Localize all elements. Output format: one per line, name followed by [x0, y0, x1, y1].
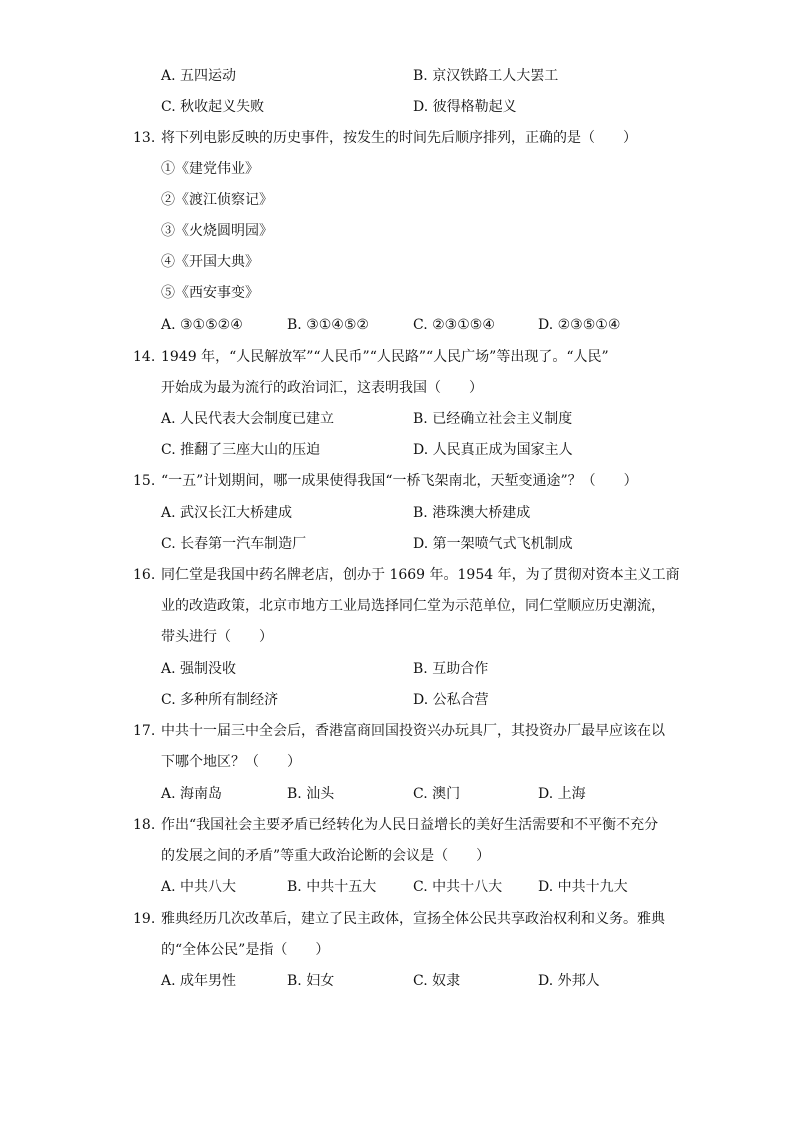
q13-option-c: C. ②③①⑤④ — [413, 317, 495, 333]
q14-number: 14. — [133, 349, 156, 365]
q12-option-c: C. 秋收起义失败 — [161, 99, 265, 115]
q13-option-b: B. ③①④⑤② — [287, 317, 369, 333]
q14-option-d: D. 人民真正成为国家主人 — [413, 442, 573, 458]
q18-stem-line-1: 作出“我国社会主要矛盾已经转化为人民日益增长的美好生活需要和不平衡不充分 — [161, 817, 659, 833]
q15-option-b: B. 港珠澳大桥建成 — [413, 505, 531, 521]
q15-option-a: A. 武汉长江大桥建成 — [161, 505, 293, 521]
q14-option-a: A. 人民代表大会制度已建立 — [161, 411, 335, 427]
q14-stem-line-2: 开始成为最为流行的政治词汇，这表明我国（ ） — [161, 380, 483, 396]
q15-number: 15. — [133, 473, 156, 489]
q16-stem-line-3: 带头进行（ ） — [161, 629, 273, 645]
q19-stem-line-2: 的“全体公民”是指（ ） — [161, 942, 330, 958]
q19-option-b: B. 妇女 — [287, 973, 335, 989]
q18-option-a: A. 中共八大 — [161, 879, 237, 895]
q14-option-c: C. 推翻了三座大山的压迫 — [161, 442, 321, 458]
q13-number: 13. — [133, 130, 156, 146]
q14-option-b: B. 已经确立社会主义制度 — [413, 411, 573, 427]
q13-stem: 将下列电影反映的历史事件，按发生的时间先后顺序排列，正确的是（ ） — [161, 130, 637, 146]
q18-stem-line-2: 的发展之间的矛盾”等重大政治论断的会议是（ ） — [161, 848, 491, 864]
q19-option-a: A. 成年男性 — [161, 973, 237, 989]
q13-item-1: ①《建党伟业》 — [161, 161, 259, 177]
q13-option-a: A. ③①⑤②④ — [161, 317, 243, 333]
q16-stem-line-1: 同仁堂是我国中药名牌老店，创办于 1669 年。1954 年，为了贯彻对资本主义工商 — [161, 567, 680, 583]
q13-item-2: ②《渡江侦察记》 — [161, 192, 273, 208]
q17-option-b: B. 汕头 — [287, 786, 335, 802]
q18-option-d: D. 中共十九大 — [538, 879, 628, 895]
q18-option-c: C. 中共十八大 — [413, 879, 503, 895]
q14-stem-line-1: 1949 年，“人民解放军”“人民币”“人民路”“人民广场”等出现了。“人民” — [161, 349, 609, 365]
q16-option-b: B. 互助合作 — [413, 661, 489, 677]
q13-item-4: ④《开国大典》 — [161, 254, 259, 270]
q17-number: 17. — [133, 723, 156, 739]
q13-item-3: ③《火烧圆明园》 — [161, 223, 273, 239]
q17-option-c: C. 澳门 — [413, 786, 461, 802]
q17-stem-line-2: 下哪个地区？（ ） — [161, 754, 301, 770]
q18-option-b: B. 中共十五大 — [287, 879, 377, 895]
q17-stem-line-1: 中共十一届三中全会后，香港富商回国投资兴办玩具厂，其投资办厂最早应该在以 — [161, 723, 665, 739]
q17-option-a: A. 海南岛 — [161, 786, 223, 802]
q18-number: 18. — [133, 817, 156, 833]
q12-option-d: D. 彼得格勒起义 — [413, 99, 517, 115]
q16-number: 16. — [133, 567, 156, 583]
q12-option-a: A. 五四运动 — [161, 68, 237, 84]
q19-stem-line-1: 雅典经历几次改革后，建立了民主政体，宣扬全体公民共享政治权利和义务。雅典 — [161, 911, 665, 927]
q16-option-a: A. 强制没收 — [161, 661, 237, 677]
q16-option-c: C. 多种所有制经济 — [161, 692, 279, 708]
q13-item-5: ⑤《西安事变》 — [161, 285, 259, 301]
q19-option-d: D. 外邦人 — [538, 973, 600, 989]
q13-option-d: D. ②③⑤①④ — [538, 317, 621, 333]
q12-option-b: B. 京汉铁路工人大罢工 — [413, 68, 559, 84]
q15-option-c: C. 长春第一汽车制造厂 — [161, 536, 307, 552]
q19-number: 19. — [133, 911, 156, 927]
q17-option-d: D. 上海 — [538, 786, 586, 802]
q19-option-c: C. 奴隶 — [413, 973, 461, 989]
q16-stem-line-2: 业的改造政策，北京市地方工业局选择同仁堂为示范单位，同仁堂顺应历史潮流， — [161, 598, 665, 614]
q15-option-d: D. 第一架喷气式飞机制成 — [413, 536, 573, 552]
q15-stem: “一五”计划期间，哪一成果使得我国“一桥飞架南北，天堑变通途”？（ ） — [161, 473, 638, 489]
q16-option-d: D. 公私合营 — [413, 692, 489, 708]
